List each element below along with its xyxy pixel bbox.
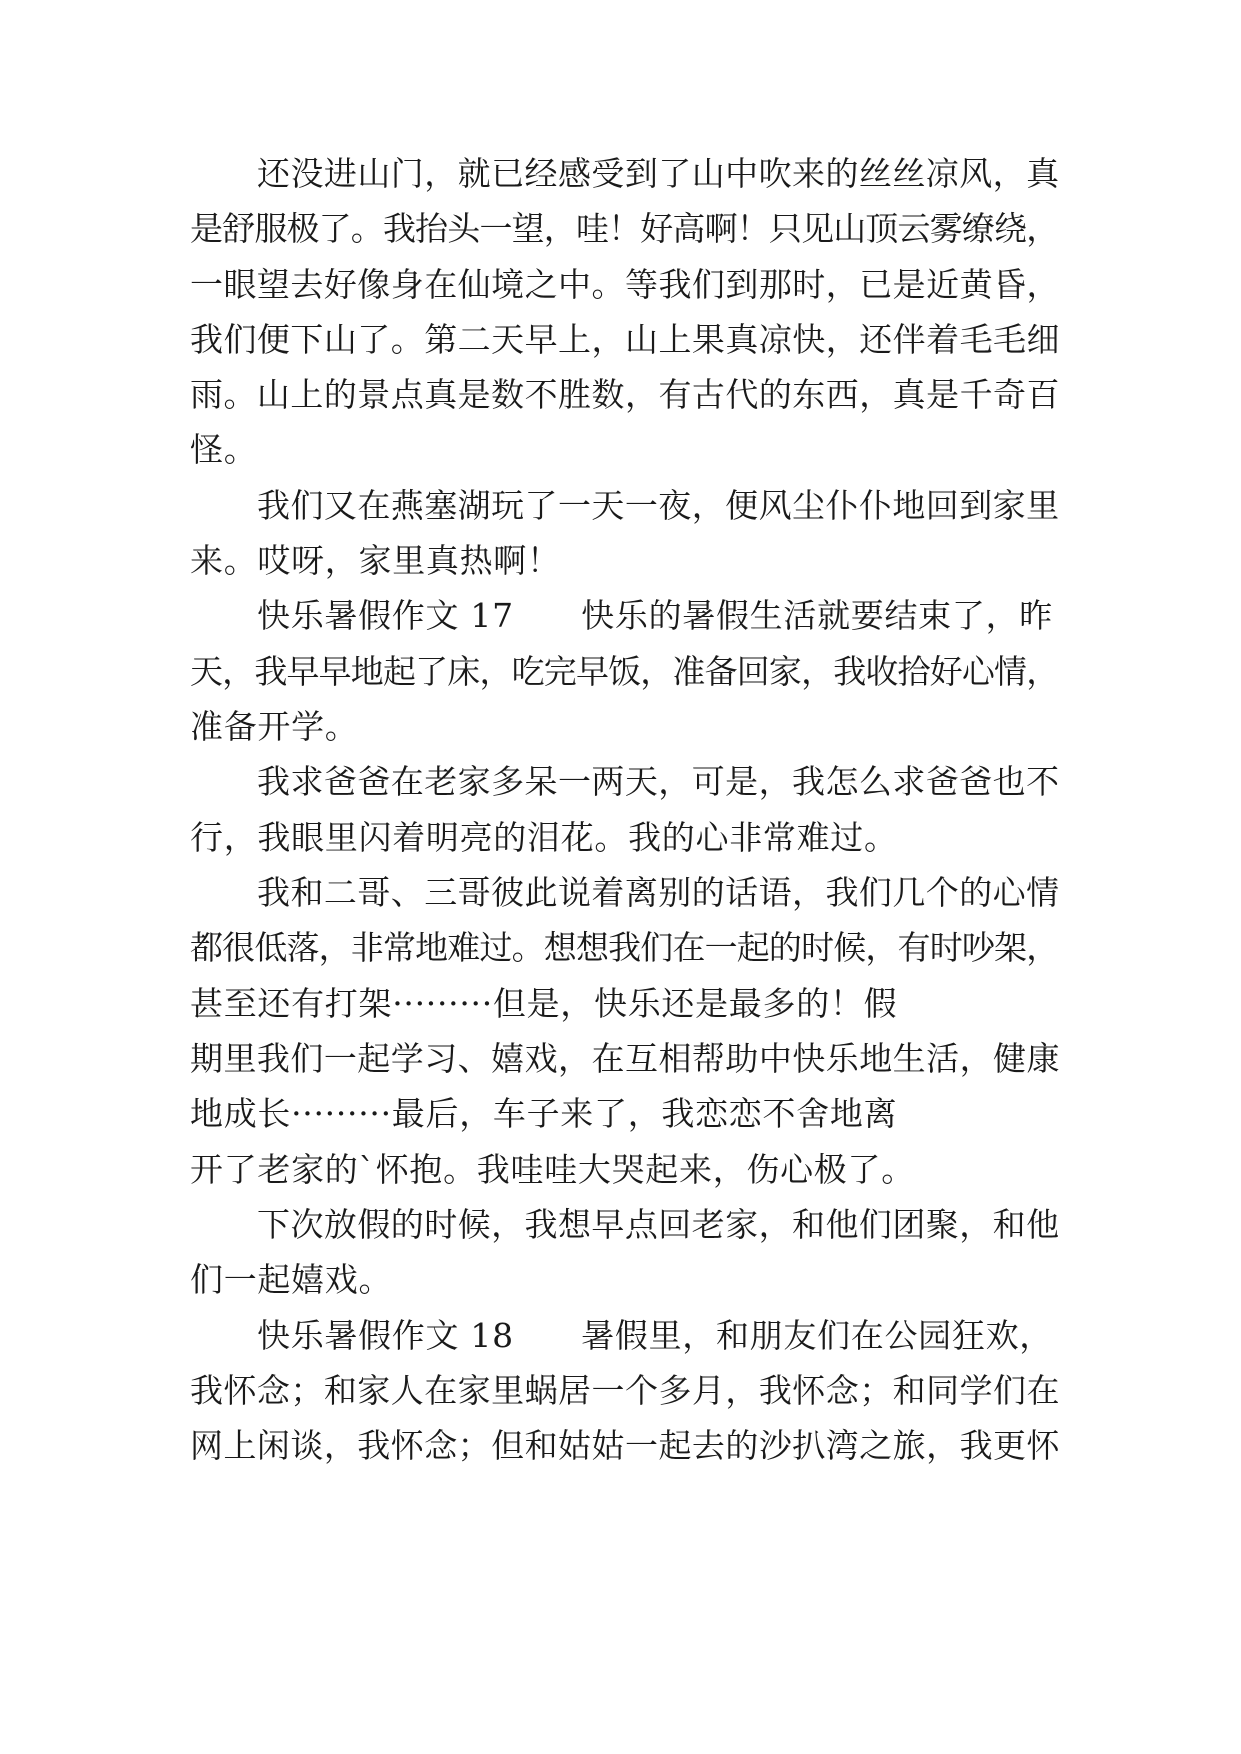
text-line: 们一起嬉戏。 — [190, 1260, 393, 1299]
text-line: 怪。 — [190, 430, 258, 469]
text-line: 下次放假的时候，我想早点回老家，和他们团聚，和他 — [257, 1205, 1060, 1244]
text-line: 快乐暑假作文 18 暑假里，和朋友们在公园狂欢， — [257, 1316, 1053, 1355]
text-line: 我和二哥、三哥彼此说着离别的话语，我们几个的心情 — [257, 873, 1060, 912]
text-line: 快乐暑假作文 17 快乐的暑假生活就要结束了，昨 — [257, 596, 1053, 635]
text-line: 期里我们一起学习、嬉戏，在互相帮助中快乐地生活，健康 — [190, 1039, 1060, 1078]
text-line: 开了老家的`怀抱。我哇哇大哭起来，伤心极了。 — [190, 1150, 915, 1189]
text-line: 是舒服极了。我抬头一望，哇！好高啊！只见山顶云雾缭绕， — [190, 209, 1059, 248]
text-line: 地成长·········最后，车子来了，我恋恋不舍地离 — [190, 1094, 898, 1133]
text-line: 雨。山上的景点真是数不胜数，有古代的东西，真是千奇百 — [190, 375, 1060, 414]
text-line: 都很低落，非常地难过。想想我们在一起的时候，有时吵架， — [190, 928, 1059, 967]
text-line: 还没进山门，就已经感受到了山中吹来的丝丝凉风，真 — [257, 154, 1060, 193]
text-line: 行，我眼里闪着明亮的泪花。我的心非常难过。 — [190, 818, 898, 857]
text-line: 我怀念；和家人在家里蜗居一个多月，我怀念；和同学们在 — [190, 1371, 1060, 1410]
text-line: 来。哎呀，家里真热啊！ — [190, 541, 561, 580]
text-line: 天，我早早地起了床，吃完早饭，准备回家，我收拾好心情， — [190, 652, 1059, 691]
text-line: 我们便下山了。第二天早上，山上果真凉快，还伴着毛毛细 — [190, 320, 1060, 359]
text-line: 我们又在燕塞湖玩了一天一夜，便风尘仆仆地回到家里 — [257, 486, 1060, 525]
text-line: 一眼望去好像身在仙境之中。等我们到那时，已是近黄昏， — [190, 265, 1060, 304]
text-line: 准备开学。 — [190, 707, 359, 746]
text-line: 网上闲谈，我怀念；但和姑姑一起去的沙扒湾之旅，我更怀 — [190, 1426, 1060, 1465]
text-line: 甚至还有打架·········但是，快乐还是最多的！假 — [190, 984, 898, 1023]
text-line: 我求爸爸在老家多呆一两天，可是，我怎么求爸爸也不 — [257, 762, 1060, 801]
